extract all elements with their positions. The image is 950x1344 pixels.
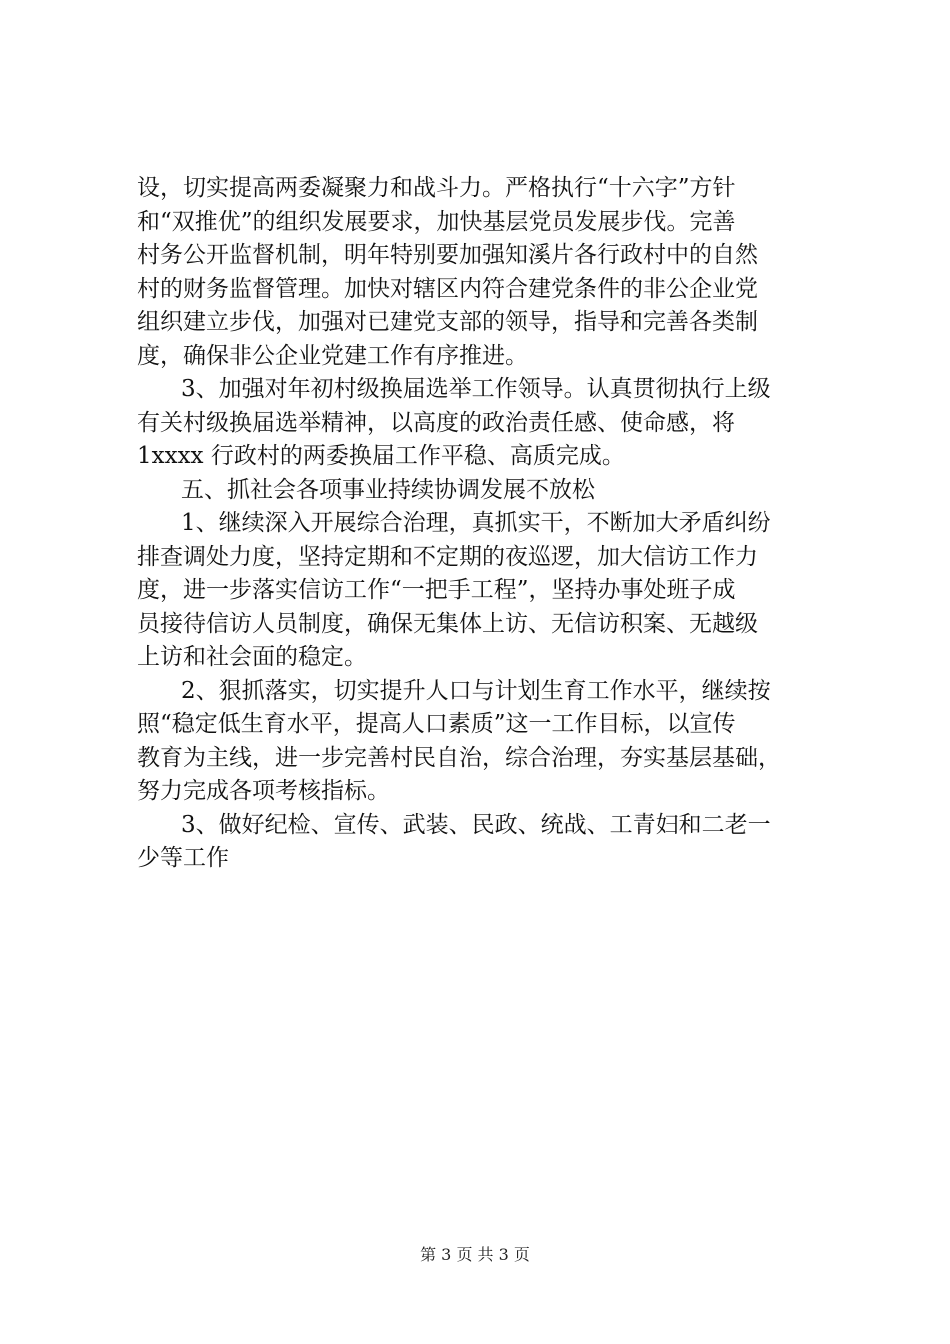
document-body [137, 172, 827, 876]
text-line-14: 员接待信访人员制度，确保无集体上访、无信访积案、无越级 [137, 610, 758, 637]
text-line-19: 努力完成各项考核指标。 [137, 778, 390, 804]
text-line-3: 村务公开监督机制，明年特别要加强知溪片各行政村中的自然 [137, 242, 758, 268]
text-line-2: 和“双推优”的组织发展要求，加快基层党员发展步伐。完善 [137, 208, 736, 235]
text-line-13: 度，进一步落实信访工作“一把手工程”，坚持办事处班子成 [137, 577, 736, 603]
text-line-15: 上访和社会面的稳定。 [137, 644, 367, 670]
text-line-21: 少等工作 [137, 845, 229, 871]
text-line-7: 3、加强对年初村级换届选举工作领导。认真贯彻执行上级 [181, 376, 771, 402]
text-line-9: 1xxxx 行政村的两委换届工作平稳、高质完成。 [137, 443, 625, 469]
text-line-18: 教育为主线，进一步完善村民自治，综合治理，夯实基层基础， [137, 744, 781, 771]
page-footer: 第 3 页 共 3 页 [420, 1245, 530, 1264]
text-line-1: 设，切实提高两委凝聚力和战斗力。严格执行“十六字”方针 [137, 175, 736, 201]
text-line-8: 有关村级换届选举精神，以高度的政治责任感、使命感，将 [137, 409, 735, 436]
text-line-4: 村的财务监督管理。加快对辖区内符合建党条件的非公企业党 [137, 275, 758, 302]
text-line-5: 组织建立步伐，加强对已建党支部的领导，指导和完善各类制 [137, 309, 758, 335]
text-line-17: 照“稳定低生育水平，提高人口素质”这一工作目标，以宣传 [137, 711, 736, 737]
text-line-20: 3、做好纪检、宣传、武装、民政、统战、工青妇和二老一 [181, 811, 771, 838]
section-heading: 五、抓社会各项事业持续协调发展不放松 [181, 476, 595, 503]
text-line-6: 度，确保非公企业党建工作有序推进。 [137, 342, 528, 369]
text-line-11: 1、继续深入开展综合治理，真抓实干，不断加大矛盾纠纷 [181, 510, 771, 536]
text-line-12: 排查调处力度，坚持定期和不定期的夜巡逻，加大信访工作力 [137, 543, 758, 570]
text-line-16: 2、狠抓落实，切实提升人口与计划生育工作水平，继续按 [181, 677, 771, 704]
